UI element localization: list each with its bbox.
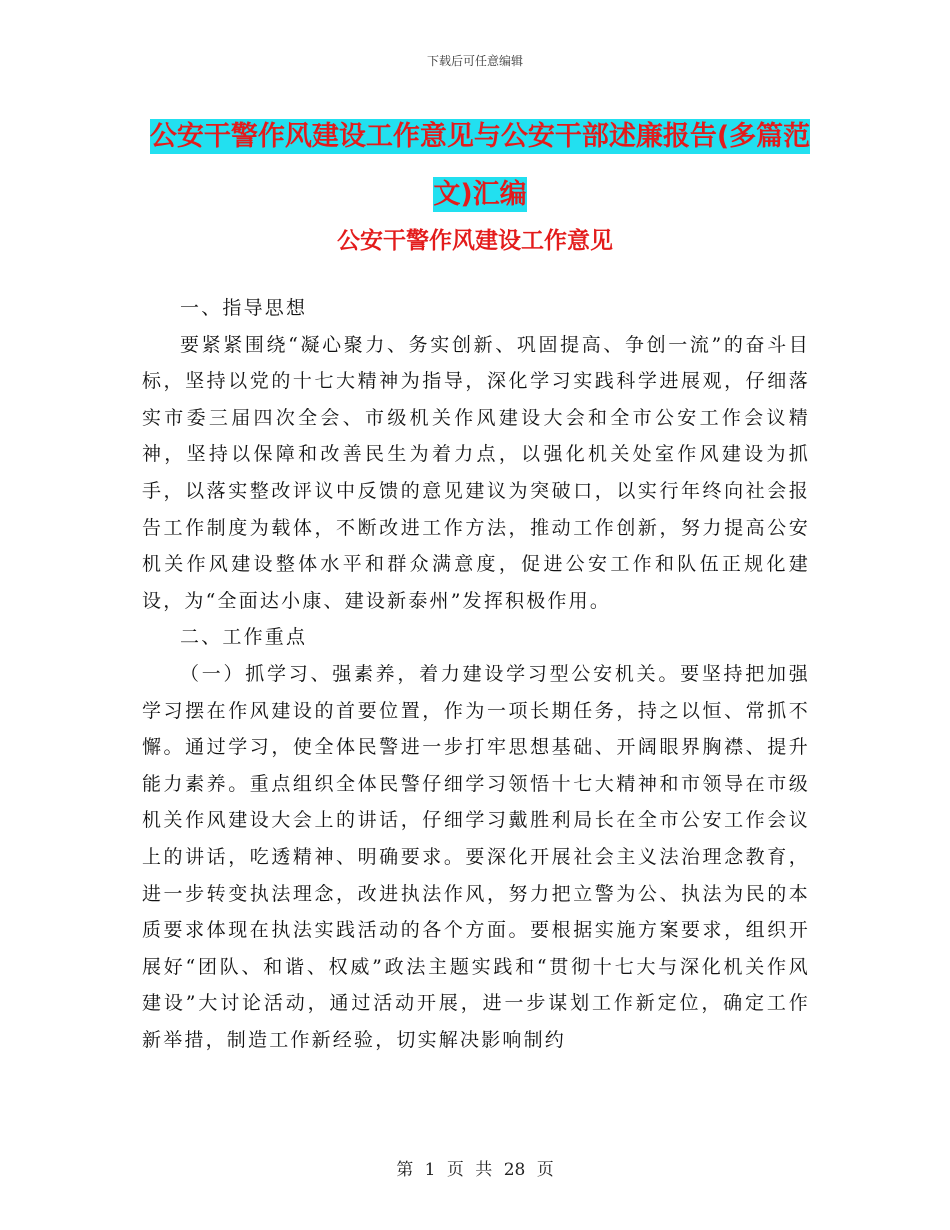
document-title	[140, 108, 820, 224]
paragraph-work-focus-1: （一）抓学习、强素养，着力建设学习型公安机关。要坚持把加强学习摆在作风建设的首要位置，作为一项长期任务，持之以恒、常抓不懈。通过学习，使全体民警进一步打牢思想基础、开阔眼界胸襟、提升能力素养。重点组织全体民警仔细学习领悟十七大精神和市领导在市级机关作风建设大会上的讲话，仔细学习戴胜利局长在全市公安工作会议上的讲话，吃透精神、明确要求。要深化开展社会主义法治理念教育，进一步转变执法理念，改进执法作风，努力把立警为公、执法为民的本质要求体现在执法实践活动的各个方面。要根据实施方案要求，组织开展好“团队、和谐、权威”政法主题实践和“贯彻十七大与深化机关作风建设”大讨论活动，通过活动开展，进一步谋划工作新定位，确定工作新举措，制造工作新经验，切实解决影响制约	[142, 662, 810, 1051]
heading-guiding-thought: 一、指导思想	[180, 297, 308, 319]
heading-work-focus: 二、工作重点	[180, 626, 308, 649]
section-heading: 公安干警作风建设工作意见	[337, 228, 613, 254]
paragraph-guiding-thought: 要紧紧围绕“凝心聚力、务实创新、巩固提高、争创一流”的奋斗目标，坚持以党的十七大精神为指导，深化学习实践科学进展观，仔细落实市委三届四次全会、市级机关作风建设大会和全市公安工作会议精神，坚持以保障和改善民生为着力点，以强化机关处室作风建设为抓手，以落实整改评议中反馈的意见建议为突破口，以实行年终向社会报告工作制度为载体，不断改进工作方法，推动工作创新，努力提高公安机关作风建设整体水平和群众满意度，促进公安工作和队伍正规化建设，为“全面达小康、建设新泰州”发挥积极作用。	[142, 333, 810, 612]
document-body	[142, 290, 810, 1058]
document-title-text: 公安干警作风建设工作意见与公安干部述廉报告(多篇范文)汇编	[149, 121, 811, 210]
page-number: 第 1 页 共 28 页	[396, 1160, 554, 1180]
page-header-note: 下载后可任意编辑	[426, 54, 523, 68]
